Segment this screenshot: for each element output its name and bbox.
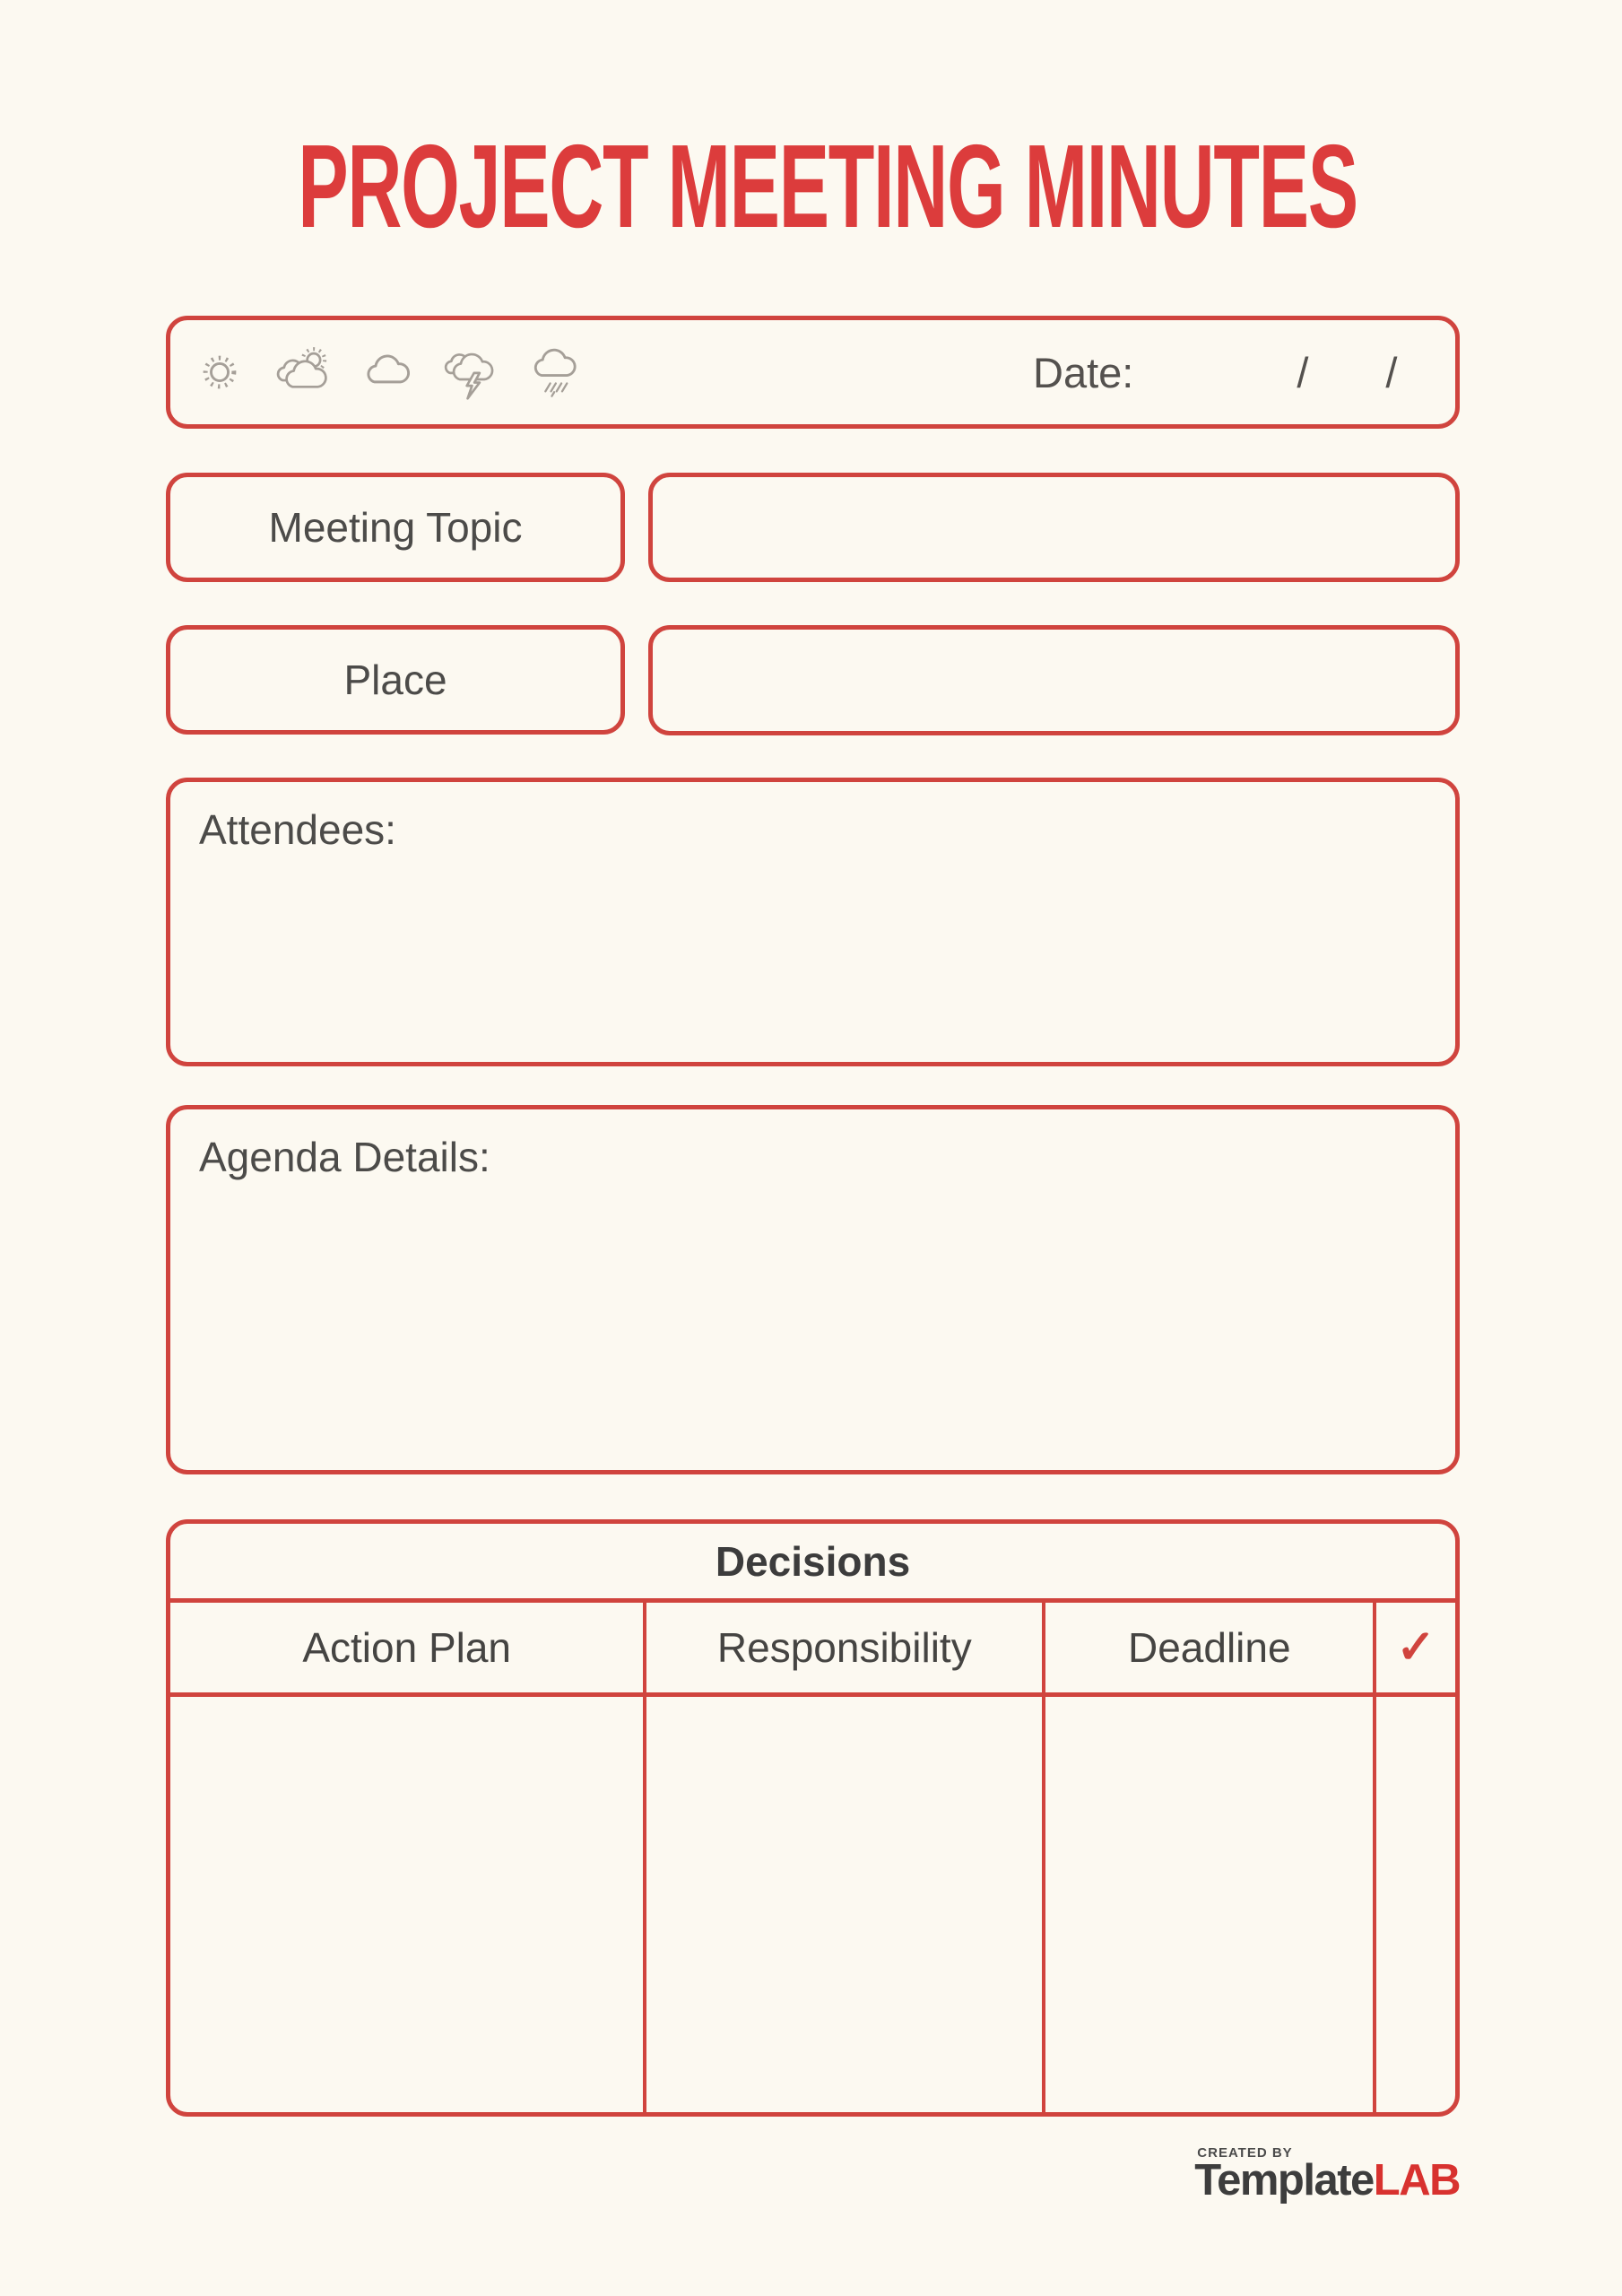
place-label-box [166, 625, 625, 735]
agenda-details-label: Agenda Details: [199, 1134, 490, 1180]
decisions-table-header-row [170, 1603, 1455, 1697]
decisions-table-title: Decisions [170, 1524, 1455, 1603]
action-plan-cell[interactable] [170, 1697, 643, 2112]
thunderstorm-icon[interactable] [443, 343, 500, 402]
created-by-label: CREATED BY [1197, 2145, 1293, 2161]
page-title-wrap [0, 120, 1622, 252]
attendees-label: Attendees: [199, 806, 396, 853]
meeting-topic-label-box [166, 473, 625, 582]
brand-template-text: Template [1194, 2156, 1374, 2205]
templatelab-logo [1194, 2157, 1460, 2205]
deadline-cell[interactable] [1042, 1697, 1373, 2112]
place-label: Place [343, 657, 447, 703]
column-header-checkmark-icon: ✓ [1373, 1603, 1455, 1692]
partly-cloudy-icon[interactable] [274, 346, 334, 398]
check-cell[interactable] [1373, 1697, 1455, 2112]
place-input[interactable] [648, 625, 1460, 735]
meeting-topic-label: Meeting Topic [268, 504, 523, 551]
decisions-table-body-row [170, 1697, 1455, 2112]
cloudy-icon[interactable] [362, 346, 414, 398]
column-header-action-plan: Action Plan [302, 1624, 512, 1671]
responsibility-cell[interactable] [643, 1697, 1042, 2112]
weather-date-bar [166, 316, 1460, 429]
date-separator: / [1385, 348, 1398, 396]
rainy-icon[interactable] [529, 344, 581, 401]
date-separator: / [1297, 348, 1309, 396]
decisions-table [166, 1519, 1460, 2117]
weather-icons-row [194, 320, 581, 424]
footer-brand [1194, 2145, 1460, 2205]
page-title: PROJECT MEETING MINUTES [298, 120, 1357, 252]
brand-lab-text: LAB [1373, 2156, 1460, 2205]
sunny-icon[interactable] [194, 346, 246, 398]
date-field [1033, 320, 1397, 424]
date-label: Date: [1033, 348, 1134, 396]
agenda-details-box[interactable] [166, 1105, 1460, 1474]
column-header-responsibility: Responsibility [643, 1603, 1042, 1692]
column-header-deadline: Deadline [1042, 1603, 1373, 1692]
meeting-topic-input[interactable] [648, 473, 1460, 582]
attendees-box[interactable] [166, 778, 1460, 1066]
